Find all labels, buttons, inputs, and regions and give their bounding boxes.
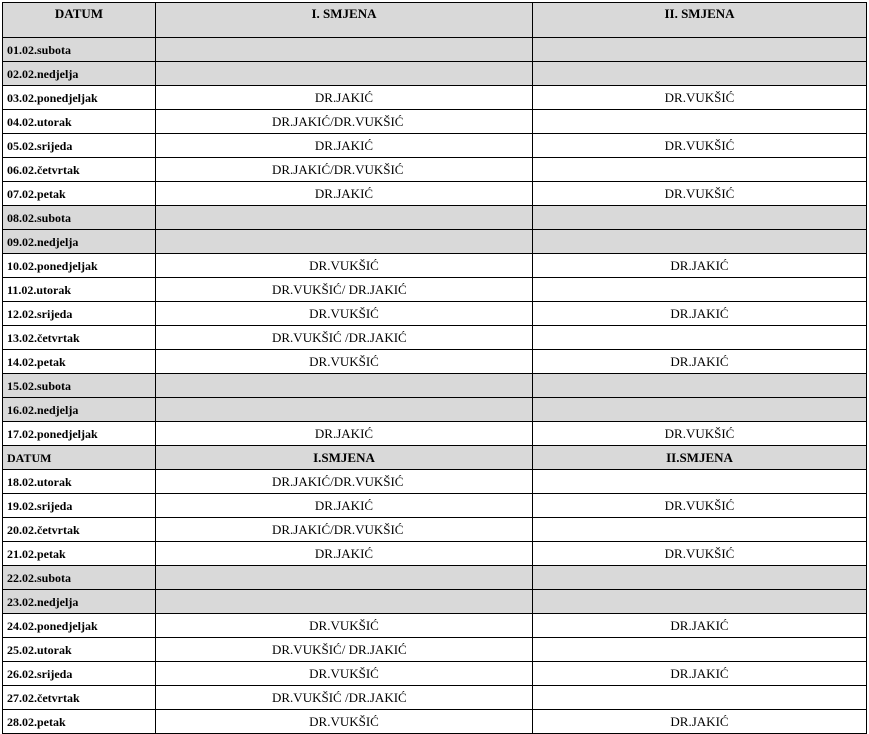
subheader-shift-1: I.SMJENA: [156, 446, 533, 470]
shift-1-cell: DR.VUKŠIĆ /DR.JAKIĆ: [156, 326, 533, 350]
shift-1-cell: [156, 206, 533, 230]
table-row: [3, 182, 867, 206]
shift-2-cell: [533, 566, 867, 590]
shift-1-cell: DR.VUKŠIĆ /DR.JAKIĆ: [156, 686, 533, 710]
shift-2-cell: DR.JAKIĆ: [533, 350, 867, 374]
shift-1-cell: [156, 230, 533, 254]
date-cell: 07.02.petak: [3, 182, 156, 206]
shift-1-cell: DR.VUKŠIĆ/ DR.JAKIĆ: [156, 638, 533, 662]
date-cell: 09.02.nedjelja: [3, 230, 156, 254]
shift-1-cell: DR.JAKIĆ: [156, 422, 533, 446]
shift-2-cell: [533, 110, 867, 134]
table-row: [3, 206, 867, 230]
shift-2-cell: [533, 518, 867, 542]
date-cell: 24.02.ponedjeljak: [3, 614, 156, 638]
table-row: [3, 158, 867, 182]
date-cell: 22.02.subota: [3, 566, 156, 590]
table-row: [3, 614, 867, 638]
schedule-body: [3, 3, 867, 734]
shift-1-cell: DR.VUKŠIĆ: [156, 662, 533, 686]
shift-2-cell: [533, 374, 867, 398]
shift-1-cell: DR.JAKIĆ/DR.VUKŠIĆ: [156, 158, 533, 182]
date-cell: 27.02.četvrtak: [3, 686, 156, 710]
table-row: [3, 38, 867, 62]
table-row: [3, 302, 867, 326]
table-row: [3, 62, 867, 86]
table-row: [3, 278, 867, 302]
shift-2-cell: DR.JAKIĆ: [533, 710, 867, 734]
table-row: [3, 86, 867, 110]
shift-1-cell: DR.JAKIĆ: [156, 134, 533, 158]
shift-1-cell: DR.VUKŠIĆ: [156, 710, 533, 734]
date-cell: 01.02.subota: [3, 38, 156, 62]
date-cell: 16.02.nedjelja: [3, 398, 156, 422]
shift-2-cell: [533, 638, 867, 662]
date-cell: 11.02.utorak: [3, 278, 156, 302]
shift-2-cell: DR.VUKŠIĆ: [533, 86, 867, 110]
date-cell: 05.02.srijeda: [3, 134, 156, 158]
date-cell: 18.02.utorak: [3, 470, 156, 494]
date-cell: 06.02.četvrtak: [3, 158, 156, 182]
table-row: [3, 326, 867, 350]
table-row: [3, 518, 867, 542]
date-cell: 17.02.ponedjeljak: [3, 422, 156, 446]
shift-2-cell: DR.VUKŠIĆ: [533, 182, 867, 206]
shift-2-cell: DR.VUKŠIĆ: [533, 134, 867, 158]
shift-1-cell: DR.VUKŠIĆ: [156, 350, 533, 374]
date-cell: 23.02.nedjelja: [3, 590, 156, 614]
shift-schedule-table: [2, 2, 867, 734]
table-row: [3, 470, 867, 494]
table-row: [3, 638, 867, 662]
shift-2-cell: [533, 590, 867, 614]
shift-1-cell: [156, 62, 533, 86]
shift-2-cell: [533, 38, 867, 62]
shift-1-cell: DR.JAKIĆ/DR.VUKŠIĆ: [156, 470, 533, 494]
shift-1-cell: DR.VUKŠIĆ: [156, 302, 533, 326]
table-subheader-row: [3, 446, 867, 470]
shift-2-cell: [533, 398, 867, 422]
table-row: [3, 590, 867, 614]
shift-2-cell: DR.JAKIĆ: [533, 302, 867, 326]
date-cell: 13.02.četvrtak: [3, 326, 156, 350]
date-cell: 03.02.ponedjeljak: [3, 86, 156, 110]
shift-1-cell: DR.JAKIĆ/DR.VUKŠIĆ: [156, 518, 533, 542]
table-row: [3, 254, 867, 278]
shift-1-cell: DR.JAKIĆ/DR.VUKŠIĆ: [156, 110, 533, 134]
table-row: [3, 398, 867, 422]
header-shift-2: II. SMJENA: [533, 3, 867, 38]
shift-2-cell: [533, 158, 867, 182]
date-cell: 26.02.srijeda: [3, 662, 156, 686]
shift-2-cell: DR.VUKŠIĆ: [533, 494, 867, 518]
shift-2-cell: [533, 278, 867, 302]
table-row: [3, 374, 867, 398]
date-cell: 10.02.ponedjeljak: [3, 254, 156, 278]
shift-1-cell: [156, 590, 533, 614]
table-row: [3, 566, 867, 590]
header-shift-1: I. SMJENA: [156, 3, 533, 38]
header-datum: DATUM: [3, 3, 156, 38]
shift-1-cell: [156, 374, 533, 398]
table-row: [3, 662, 867, 686]
shift-2-cell: [533, 326, 867, 350]
shift-1-cell: DR.JAKIĆ: [156, 86, 533, 110]
shift-1-cell: DR.VUKŠIĆ: [156, 254, 533, 278]
date-cell: 25.02.utorak: [3, 638, 156, 662]
shift-2-cell: DR.VUKŠIĆ: [533, 542, 867, 566]
shift-2-cell: [533, 686, 867, 710]
table-row: [3, 542, 867, 566]
shift-1-cell: [156, 38, 533, 62]
table-row: [3, 494, 867, 518]
shift-1-cell: [156, 398, 533, 422]
shift-1-cell: DR.VUKŠIĆ: [156, 614, 533, 638]
date-cell: 02.02.nedjelja: [3, 62, 156, 86]
date-cell: 15.02.subota: [3, 374, 156, 398]
table-row: [3, 110, 867, 134]
date-cell: 21.02.petak: [3, 542, 156, 566]
table-row: [3, 350, 867, 374]
shift-2-cell: [533, 230, 867, 254]
table-header-row: [3, 3, 867, 38]
date-cell: 14.02.petak: [3, 350, 156, 374]
table-row: [3, 230, 867, 254]
shift-2-cell: [533, 62, 867, 86]
shift-1-cell: [156, 566, 533, 590]
table-row: [3, 710, 867, 734]
shift-1-cell: DR.VUKŠIĆ/ DR.JAKIĆ: [156, 278, 533, 302]
subheader-shift-2: II.SMJENA: [533, 446, 867, 470]
shift-1-cell: DR.JAKIĆ: [156, 182, 533, 206]
date-cell: 28.02.petak: [3, 710, 156, 734]
shift-2-cell: DR.JAKIĆ: [533, 614, 867, 638]
table-row: [3, 134, 867, 158]
shift-2-cell: DR.JAKIĆ: [533, 254, 867, 278]
shift-2-cell: [533, 206, 867, 230]
table-row: [3, 422, 867, 446]
date-cell: 12.02.srijeda: [3, 302, 156, 326]
shift-2-cell: DR.VUKŠIĆ: [533, 422, 867, 446]
shift-2-cell: DR.JAKIĆ: [533, 662, 867, 686]
shift-1-cell: DR.JAKIĆ: [156, 494, 533, 518]
subheader-datum: DATUM: [3, 446, 156, 470]
shift-2-cell: [533, 470, 867, 494]
table-row: [3, 686, 867, 710]
date-cell: 19.02.srijeda: [3, 494, 156, 518]
shift-1-cell: DR.JAKIĆ: [156, 542, 533, 566]
date-cell: 08.02.subota: [3, 206, 156, 230]
date-cell: 20.02.četvrtak: [3, 518, 156, 542]
date-cell: 04.02.utorak: [3, 110, 156, 134]
